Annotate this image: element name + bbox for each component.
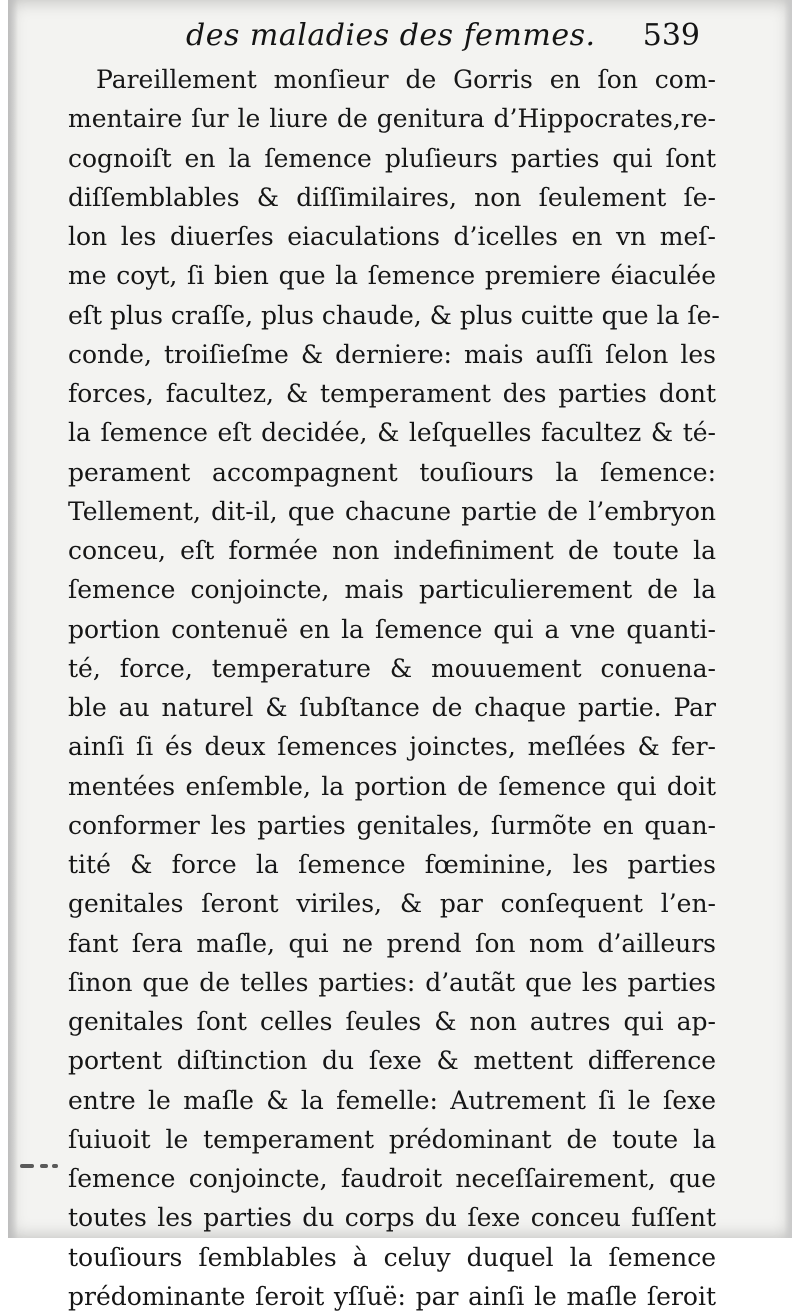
text-line: ſemence conjoincte, faudroit neceſſairement, que (68, 1164, 716, 1193)
text-line: ſuiuoit le temperament prédominant de toute la (68, 1124, 716, 1154)
text-line: genitales ſont celles ſeules & non autres qui ap- (68, 1007, 716, 1036)
text-line: fant ſera maſle, qui ne prend ſon nom d’ailleurs (68, 928, 716, 958)
text-line: toutes les parties du corps du ſexe conceu fuſſent (68, 1203, 716, 1233)
text-line: portion contenuë en la ſemence qui a vne quanti- (68, 614, 716, 644)
text-line: mentées enſemble, la portion de ſemence qui doit (68, 771, 716, 801)
text-line: mentaire ſur le liure de genitura d’Hippocrates,re- (68, 104, 716, 134)
text-line: Pareillement monſieur de Gorris en ſon com- (96, 65, 716, 94)
text-line: diſſemblables & diſſimilaires, non ſeulement ſe- (68, 182, 716, 212)
text-line: prédominante ſeroit yſſuë: par ainſi le maſle ſeroit (68, 1281, 716, 1311)
text-line: la ſemence eſt decidée, & leſquelles facultez & té- (68, 418, 716, 448)
margin-ink-mark (8, 1150, 68, 1180)
text-line: ainſi ſi és deux ſemences joinctes, meſlées & fer- (68, 732, 716, 762)
text-line: me coyt, ſi bien que la ſemence premiere éiaculée (68, 261, 716, 291)
ink-dash (40, 1164, 48, 1168)
text-line: entre le maſle & la femelle: Autrement ſi le ſexe (68, 1085, 716, 1115)
text-line: cognoiſt en la ſemence pluſieurs parties qui ſont (68, 143, 716, 173)
page-edge-shadow-right (784, 0, 792, 1238)
page-edge-shadow-left (8, 0, 18, 1238)
text-line: tité & force la ſemence fœminine, les parties (68, 850, 716, 879)
text-line: portent diſtinction du ſexe & mettent difference (68, 1046, 716, 1076)
text-line: té, force, temperature & mouuement conuena- (68, 653, 716, 683)
text-line: conceu, eſt formée non indefiniment de toute la (68, 536, 716, 565)
page-number: 539 (642, 18, 700, 53)
text-line: perament accompagnent touſiours la ſemence: (68, 457, 716, 487)
text-line: conde, troiſieſme & derniere: mais auſſi ſelon les (68, 339, 716, 369)
text-line: ſemence conjoincte, mais particulierement de la (68, 575, 716, 605)
text-line: ble au naturel & ſubſtance de chaque partie. Par (68, 693, 716, 722)
text-line: genitales ſeront viriles, & par conſequent l’en- (68, 889, 716, 919)
running-head (8, 10, 792, 60)
text-line: lon les diuerſes eiaculations d’icelles en vn meſ- (68, 222, 716, 251)
text-line: forces, facultez, & temperament des parties dont (68, 379, 716, 408)
book-page (8, 0, 792, 1311)
text-line: ſinon que de telles parties: d’autãt que les parties (68, 967, 716, 997)
ink-dash (20, 1164, 34, 1168)
text-line: touſiours ſemblables à celuy duquel la ſemence (68, 1242, 716, 1272)
text-line: conformer les parties genitales, ſurmõte en quan- (68, 810, 716, 840)
text-line: Tellement, dit-il, que chacune partie de l’embryon (68, 496, 716, 526)
body-text (68, 60, 720, 1316)
running-head-title: des maladies des femmes. (186, 18, 596, 53)
text-line: eſt plus craſſe, plus chaude, & plus cuitte que la ſe- (68, 300, 720, 330)
ink-dash (52, 1164, 58, 1168)
